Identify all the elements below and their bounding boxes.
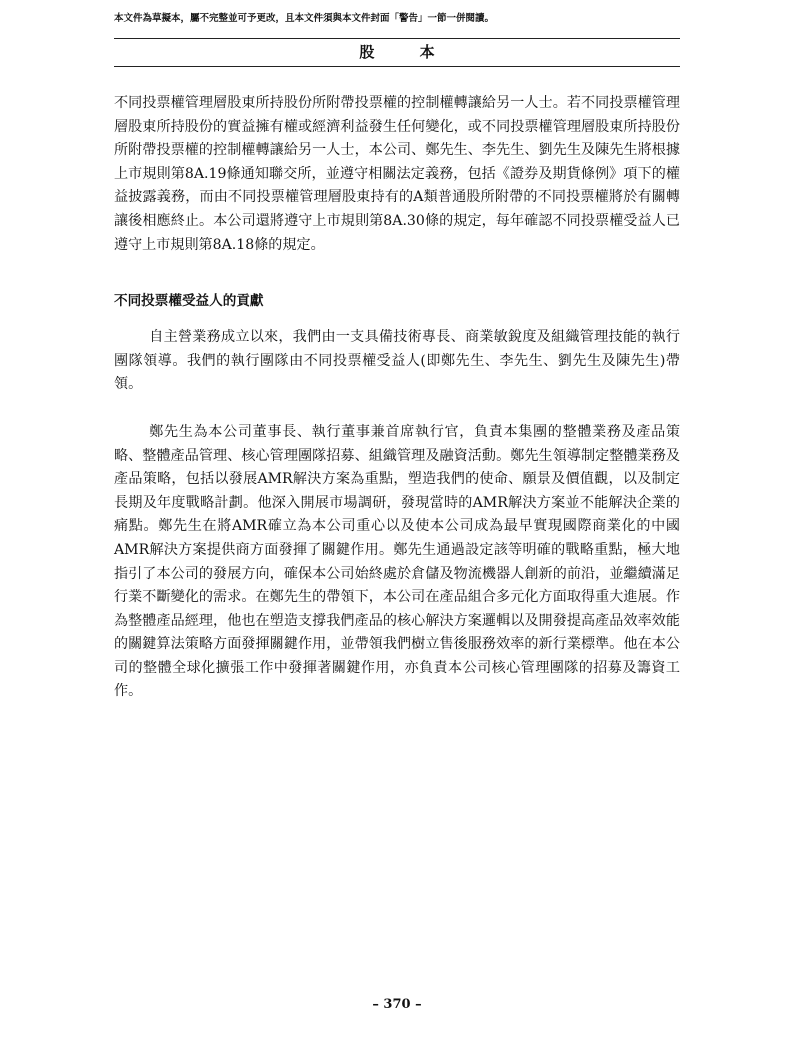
paragraph-voting-rights-transfer: 不同投票權管理層股東所持股份所附帶投票權的控制權轉讓給另一人士。若不同投票權管理層股東所持股份的實益擁有權或經濟利益發生任何變化，或不同投票權管理層股東所持股份所附帶投票權的控制權轉讓給另一人士，本公司、鄭先生、李先生、劉先生及陳先生將根據上市規則第8A.19條通知聯交所，並遵守相關法定義務，包括《證券及期貨條例》項下的權益披露義務，而由不同投票權管理層股東持有的A類普通股所附帶的不同投票權將於有關轉讓後相應終止。本公司還將遵守上市規則第8A.30條的規定，每年確認不同投票權受益人已遵守上市規則第8A.18條的規定。 [114, 95, 680, 253]
header-bottom-rule [114, 66, 680, 67]
paragraph-mr-zheng: 鄭先生為本公司董事長、執行董事兼首席執行官，負責本集團的整體業務及產品策略、整體產品管理、核心管理團隊招募、組織管理及融資活動。鄭先生領導制定整體業務及產品策略，包括以發展AMR解決方案為重點，塑造我們的使命、願景及價值觀，以及制定長期及年度戰略計劃。他深入開展市場調研，發現當時的AMR解決方案並不能解決企業的痛點。鄭先生在將AMR確立為本公司重心以及使本公司成為最早實現國際商業化的中國AMR解決方案提供商方面發揮了關鍵作用。鄭先生通過設定該等明確的戰略重點，極大地指引了本公司的發展方向，確保本公司始終處於倉儲及物流機器人創新的前沿，並繼續滿足行業不斷變化的需求。在鄭先生的帶領下，本公司在產品組合多元化方面取得重大進展。作為整體產品經理，他也在塑造支撐我們產品的核心解決方案邏輯以及開發提高產品效率效能的關鍵算法策略方面發揮關鍵作用，並帶領我們樹立售後服務效率的新行業標準。他在本公司的整體全球化擴張工作中發揮著關鍵作用，亦負責本公司核心管理團隊的招募及籌資工作。 [114, 423, 680, 700]
paragraph-executive-team: 自主營業務成立以來，我們由一支具備技術專長、商業敏銳度及組織管理技能的執行團隊領導。我們的執行團隊由不同投票權受益人(即鄭先生、李先生、劉先生及陳先生)帶領。 [114, 329, 680, 393]
section-title: 股 本 [359, 43, 455, 61]
header-top-rule [114, 38, 680, 39]
draft-notice: 本文件為草擬本，屬不完整並可予更改，且本文件須與本文件封面「警告」一節一併閱讀。 [114, 13, 495, 24]
page-number: – 370 – [372, 997, 422, 1012]
section-heading-contributions: 不同投票權受益人的貢獻 [114, 293, 264, 310]
document-body [114, 92, 680, 704]
